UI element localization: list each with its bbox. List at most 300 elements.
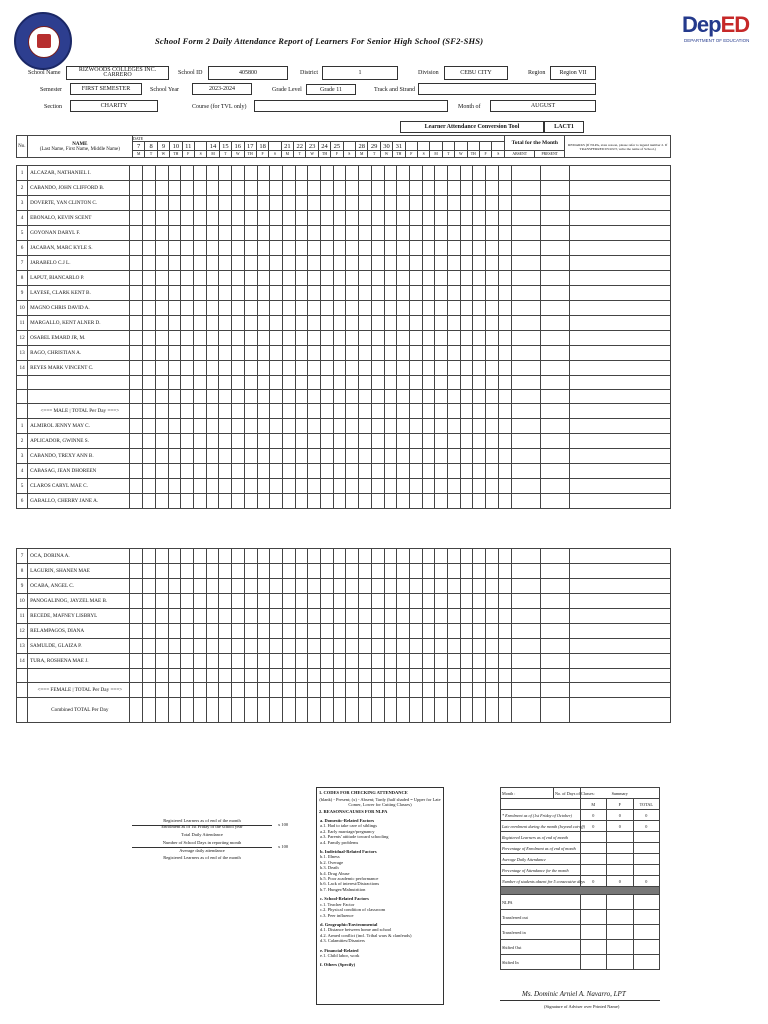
attendance-cell[interactable] bbox=[397, 346, 410, 361]
attendance-cell[interactable] bbox=[486, 361, 499, 376]
attendance-cell[interactable] bbox=[244, 479, 257, 494]
attendance-cell[interactable] bbox=[130, 494, 143, 509]
absent-total-cell[interactable] bbox=[511, 241, 540, 256]
attendance-cell[interactable] bbox=[422, 166, 435, 181]
attendance-cell[interactable] bbox=[219, 449, 232, 464]
attendance-cell[interactable] bbox=[130, 241, 143, 256]
attendance-cell[interactable] bbox=[448, 196, 461, 211]
attendance-cell[interactable] bbox=[143, 494, 156, 509]
attendance-cell[interactable] bbox=[270, 669, 283, 683]
attendance-cell[interactable] bbox=[194, 449, 207, 464]
attendance-cell[interactable] bbox=[448, 654, 461, 669]
attendance-cell[interactable] bbox=[473, 331, 486, 346]
attendance-cell[interactable] bbox=[270, 449, 283, 464]
attendance-cell[interactable] bbox=[219, 361, 232, 376]
attendance-cell[interactable] bbox=[130, 624, 143, 639]
attendance-cell[interactable] bbox=[460, 241, 473, 256]
attendance-cell[interactable] bbox=[308, 166, 321, 181]
attendance-cell[interactable] bbox=[257, 639, 270, 654]
absent-total-cell[interactable] bbox=[511, 683, 540, 698]
attendance-cell[interactable] bbox=[155, 331, 168, 346]
present-total-cell[interactable] bbox=[540, 434, 569, 449]
attendance-cell[interactable] bbox=[219, 331, 232, 346]
attendance-cell[interactable] bbox=[155, 669, 168, 683]
attendance-cell[interactable] bbox=[143, 654, 156, 669]
attendance-cell[interactable] bbox=[295, 479, 308, 494]
attendance-cell[interactable] bbox=[168, 316, 181, 331]
section-field[interactable]: CHARITY bbox=[70, 100, 158, 112]
attendance-cell[interactable] bbox=[486, 376, 499, 390]
attendance-cell[interactable] bbox=[270, 404, 283, 419]
attendance-cell[interactable] bbox=[346, 241, 359, 256]
attendance-cell[interactable] bbox=[321, 654, 334, 669]
attendance-cell[interactable] bbox=[359, 594, 372, 609]
attendance-cell[interactable] bbox=[143, 639, 156, 654]
attendance-cell[interactable] bbox=[333, 286, 346, 301]
attendance-cell[interactable] bbox=[155, 181, 168, 196]
attendance-cell[interactable] bbox=[435, 419, 448, 434]
attendance-cell[interactable] bbox=[244, 549, 257, 564]
attendance-cell[interactable] bbox=[384, 271, 397, 286]
absent-total-cell[interactable] bbox=[511, 624, 540, 639]
attendance-cell[interactable] bbox=[384, 494, 397, 509]
attendance-cell[interactable] bbox=[486, 564, 499, 579]
attendance-cell[interactable] bbox=[409, 494, 422, 509]
attendance-cell[interactable] bbox=[308, 331, 321, 346]
attendance-cell[interactable] bbox=[486, 301, 499, 316]
present-total-cell[interactable] bbox=[540, 286, 569, 301]
attendance-cell[interactable] bbox=[359, 241, 372, 256]
attendance-cell[interactable] bbox=[244, 564, 257, 579]
attendance-cell[interactable] bbox=[155, 376, 168, 390]
attendance-cell[interactable] bbox=[321, 316, 334, 331]
attendance-cell[interactable] bbox=[181, 594, 194, 609]
attendance-cell[interactable] bbox=[448, 449, 461, 464]
attendance-cell[interactable] bbox=[244, 494, 257, 509]
attendance-cell[interactable] bbox=[143, 361, 156, 376]
absent-total-cell[interactable] bbox=[511, 301, 540, 316]
attendance-cell[interactable] bbox=[206, 181, 219, 196]
attendance-cell[interactable] bbox=[270, 494, 283, 509]
attendance-cell[interactable] bbox=[435, 564, 448, 579]
attendance-cell[interactable] bbox=[181, 434, 194, 449]
attendance-cell[interactable] bbox=[384, 683, 397, 698]
attendance-cell[interactable] bbox=[270, 639, 283, 654]
attendance-cell[interactable] bbox=[232, 226, 245, 241]
attendance-cell[interactable] bbox=[257, 286, 270, 301]
attendance-cell[interactable] bbox=[409, 639, 422, 654]
attendance-cell[interactable] bbox=[270, 549, 283, 564]
attendance-cell[interactable] bbox=[422, 376, 435, 390]
attendance-cell[interactable] bbox=[460, 624, 473, 639]
attendance-cell[interactable] bbox=[206, 654, 219, 669]
attendance-cell[interactable] bbox=[181, 494, 194, 509]
attendance-cell[interactable] bbox=[181, 346, 194, 361]
attendance-cell[interactable] bbox=[181, 226, 194, 241]
attendance-cell[interactable] bbox=[257, 683, 270, 698]
attendance-cell[interactable] bbox=[435, 579, 448, 594]
attendance-cell[interactable] bbox=[168, 624, 181, 639]
attendance-cell[interactable] bbox=[155, 639, 168, 654]
attendance-cell[interactable] bbox=[155, 316, 168, 331]
attendance-cell[interactable] bbox=[498, 449, 511, 464]
attendance-cell[interactable] bbox=[384, 564, 397, 579]
attendance-cell[interactable] bbox=[498, 256, 511, 271]
attendance-cell[interactable] bbox=[168, 256, 181, 271]
attendance-cell[interactable] bbox=[155, 404, 168, 419]
attendance-cell[interactable] bbox=[282, 434, 295, 449]
remarks-cell[interactable] bbox=[570, 376, 671, 390]
attendance-cell[interactable] bbox=[143, 331, 156, 346]
attendance-cell[interactable] bbox=[282, 390, 295, 404]
attendance-cell[interactable] bbox=[371, 449, 384, 464]
attendance-cell[interactable] bbox=[194, 624, 207, 639]
attendance-cell[interactable] bbox=[155, 624, 168, 639]
attendance-cell[interactable] bbox=[460, 594, 473, 609]
attendance-cell[interactable] bbox=[498, 698, 511, 723]
attendance-cell[interactable] bbox=[473, 654, 486, 669]
attendance-cell[interactable] bbox=[409, 464, 422, 479]
attendance-cell[interactable] bbox=[333, 346, 346, 361]
attendance-cell[interactable] bbox=[270, 301, 283, 316]
attendance-cell[interactable] bbox=[422, 390, 435, 404]
attendance-cell[interactable] bbox=[435, 181, 448, 196]
attendance-cell[interactable] bbox=[155, 256, 168, 271]
attendance-cell[interactable] bbox=[333, 698, 346, 723]
attendance-cell[interactable] bbox=[473, 346, 486, 361]
attendance-cell[interactable] bbox=[181, 241, 194, 256]
attendance-cell[interactable] bbox=[244, 434, 257, 449]
attendance-cell[interactable] bbox=[181, 564, 194, 579]
attendance-cell[interactable] bbox=[270, 579, 283, 594]
attendance-cell[interactable] bbox=[486, 639, 499, 654]
attendance-cell[interactable] bbox=[181, 449, 194, 464]
attendance-cell[interactable] bbox=[422, 698, 435, 723]
attendance-cell[interactable] bbox=[206, 301, 219, 316]
attendance-cell[interactable] bbox=[143, 669, 156, 683]
attendance-cell[interactable] bbox=[422, 624, 435, 639]
attendance-cell[interactable] bbox=[397, 376, 410, 390]
attendance-cell[interactable] bbox=[473, 669, 486, 683]
attendance-cell[interactable] bbox=[359, 376, 372, 390]
attendance-cell[interactable] bbox=[295, 579, 308, 594]
attendance-cell[interactable] bbox=[346, 609, 359, 624]
attendance-cell[interactable] bbox=[257, 196, 270, 211]
attendance-cell[interactable] bbox=[498, 196, 511, 211]
attendance-cell[interactable] bbox=[384, 181, 397, 196]
attendance-cell[interactable] bbox=[270, 256, 283, 271]
attendance-cell[interactable] bbox=[498, 419, 511, 434]
attendance-cell[interactable] bbox=[359, 698, 372, 723]
attendance-cell[interactable] bbox=[333, 494, 346, 509]
attendance-cell[interactable] bbox=[244, 419, 257, 434]
attendance-cell[interactable] bbox=[143, 196, 156, 211]
attendance-cell[interactable] bbox=[194, 479, 207, 494]
attendance-cell[interactable] bbox=[359, 669, 372, 683]
present-total-cell[interactable] bbox=[540, 494, 569, 509]
attendance-cell[interactable] bbox=[333, 226, 346, 241]
attendance-cell[interactable] bbox=[397, 404, 410, 419]
attendance-cell[interactable] bbox=[168, 698, 181, 723]
attendance-cell[interactable] bbox=[308, 683, 321, 698]
attendance-cell[interactable] bbox=[359, 609, 372, 624]
attendance-cell[interactable] bbox=[448, 211, 461, 226]
attendance-cell[interactable] bbox=[232, 271, 245, 286]
track-field[interactable] bbox=[418, 83, 596, 95]
attendance-cell[interactable] bbox=[232, 361, 245, 376]
attendance-cell[interactable] bbox=[282, 301, 295, 316]
attendance-cell[interactable] bbox=[143, 166, 156, 181]
attendance-cell[interactable] bbox=[257, 256, 270, 271]
attendance-cell[interactable] bbox=[397, 479, 410, 494]
attendance-cell[interactable] bbox=[422, 579, 435, 594]
attendance-cell[interactable] bbox=[282, 226, 295, 241]
attendance-cell[interactable] bbox=[498, 579, 511, 594]
attendance-cell[interactable] bbox=[257, 494, 270, 509]
attendance-cell[interactable] bbox=[181, 166, 194, 181]
attendance-cell[interactable] bbox=[498, 361, 511, 376]
attendance-cell[interactable] bbox=[486, 316, 499, 331]
attendance-cell[interactable] bbox=[321, 579, 334, 594]
remarks-cell[interactable] bbox=[570, 196, 671, 211]
attendance-cell[interactable] bbox=[346, 211, 359, 226]
attendance-cell[interactable] bbox=[282, 331, 295, 346]
present-total-cell[interactable] bbox=[540, 654, 569, 669]
attendance-cell[interactable] bbox=[168, 449, 181, 464]
attendance-cell[interactable] bbox=[219, 549, 232, 564]
attendance-cell[interactable] bbox=[371, 683, 384, 698]
attendance-cell[interactable] bbox=[232, 479, 245, 494]
attendance-cell[interactable] bbox=[498, 271, 511, 286]
attendance-cell[interactable] bbox=[232, 211, 245, 226]
attendance-cell[interactable] bbox=[397, 316, 410, 331]
attendance-cell[interactable] bbox=[282, 376, 295, 390]
attendance-cell[interactable] bbox=[371, 390, 384, 404]
attendance-cell[interactable] bbox=[371, 316, 384, 331]
attendance-cell[interactable] bbox=[130, 271, 143, 286]
attendance-cell[interactable] bbox=[460, 683, 473, 698]
attendance-cell[interactable] bbox=[460, 181, 473, 196]
remarks-cell[interactable] bbox=[570, 639, 671, 654]
attendance-cell[interactable] bbox=[409, 331, 422, 346]
attendance-cell[interactable] bbox=[473, 286, 486, 301]
attendance-cell[interactable] bbox=[498, 404, 511, 419]
attendance-cell[interactable] bbox=[333, 669, 346, 683]
attendance-cell[interactable] bbox=[257, 579, 270, 594]
attendance-cell[interactable] bbox=[257, 669, 270, 683]
attendance-cell[interactable] bbox=[333, 624, 346, 639]
attendance-cell[interactable] bbox=[168, 419, 181, 434]
attendance-cell[interactable] bbox=[409, 669, 422, 683]
absent-total-cell[interactable] bbox=[511, 449, 540, 464]
attendance-cell[interactable] bbox=[384, 316, 397, 331]
attendance-cell[interactable] bbox=[130, 579, 143, 594]
attendance-cell[interactable] bbox=[397, 361, 410, 376]
attendance-cell[interactable] bbox=[219, 196, 232, 211]
attendance-cell[interactable] bbox=[486, 331, 499, 346]
attendance-cell[interactable] bbox=[244, 181, 257, 196]
attendance-cell[interactable] bbox=[219, 241, 232, 256]
attendance-cell[interactable] bbox=[397, 549, 410, 564]
attendance-cell[interactable] bbox=[333, 196, 346, 211]
attendance-cell[interactable] bbox=[448, 331, 461, 346]
attendance-cell[interactable] bbox=[397, 698, 410, 723]
attendance-cell[interactable] bbox=[409, 564, 422, 579]
attendance-cell[interactable] bbox=[460, 669, 473, 683]
attendance-cell[interactable] bbox=[130, 376, 143, 390]
attendance-cell[interactable] bbox=[155, 479, 168, 494]
attendance-cell[interactable] bbox=[232, 609, 245, 624]
attendance-cell[interactable] bbox=[346, 494, 359, 509]
attendance-cell[interactable] bbox=[371, 346, 384, 361]
attendance-cell[interactable] bbox=[460, 479, 473, 494]
grade-level-field[interactable]: Grade 11 bbox=[306, 84, 356, 95]
attendance-cell[interactable] bbox=[498, 609, 511, 624]
attendance-cell[interactable] bbox=[219, 316, 232, 331]
attendance-cell[interactable] bbox=[448, 669, 461, 683]
attendance-cell[interactable] bbox=[321, 390, 334, 404]
attendance-cell[interactable] bbox=[359, 654, 372, 669]
attendance-cell[interactable] bbox=[460, 494, 473, 509]
attendance-cell[interactable] bbox=[333, 211, 346, 226]
present-total-cell[interactable] bbox=[540, 579, 569, 594]
absent-total-cell[interactable] bbox=[511, 181, 540, 196]
attendance-cell[interactable] bbox=[282, 624, 295, 639]
attendance-cell[interactable] bbox=[371, 494, 384, 509]
remarks-cell[interactable] bbox=[570, 226, 671, 241]
attendance-cell[interactable] bbox=[498, 211, 511, 226]
attendance-cell[interactable] bbox=[409, 301, 422, 316]
attendance-cell[interactable] bbox=[486, 549, 499, 564]
attendance-cell[interactable] bbox=[181, 683, 194, 698]
attendance-cell[interactable] bbox=[346, 594, 359, 609]
attendance-cell[interactable] bbox=[384, 464, 397, 479]
present-total-cell[interactable] bbox=[540, 479, 569, 494]
attendance-cell[interactable] bbox=[359, 579, 372, 594]
attendance-cell[interactable] bbox=[498, 624, 511, 639]
attendance-cell[interactable] bbox=[232, 256, 245, 271]
attendance-cell[interactable] bbox=[181, 654, 194, 669]
attendance-cell[interactable] bbox=[409, 181, 422, 196]
attendance-cell[interactable] bbox=[397, 669, 410, 683]
attendance-cell[interactable] bbox=[460, 301, 473, 316]
attendance-cell[interactable] bbox=[219, 390, 232, 404]
present-total-cell[interactable] bbox=[540, 419, 569, 434]
attendance-cell[interactable] bbox=[155, 449, 168, 464]
attendance-cell[interactable] bbox=[308, 286, 321, 301]
attendance-cell[interactable] bbox=[232, 698, 245, 723]
attendance-cell[interactable] bbox=[168, 639, 181, 654]
attendance-cell[interactable] bbox=[244, 624, 257, 639]
attendance-cell[interactable] bbox=[346, 346, 359, 361]
attendance-cell[interactable] bbox=[321, 434, 334, 449]
attendance-cell[interactable] bbox=[270, 683, 283, 698]
attendance-cell[interactable] bbox=[143, 698, 156, 723]
attendance-cell[interactable] bbox=[232, 579, 245, 594]
attendance-cell[interactable] bbox=[295, 271, 308, 286]
attendance-cell[interactable] bbox=[168, 579, 181, 594]
attendance-cell[interactable] bbox=[435, 434, 448, 449]
attendance-cell[interactable] bbox=[206, 564, 219, 579]
attendance-cell[interactable] bbox=[308, 419, 321, 434]
attendance-cell[interactable] bbox=[473, 464, 486, 479]
attendance-cell[interactable] bbox=[333, 434, 346, 449]
attendance-cell[interactable] bbox=[282, 286, 295, 301]
attendance-cell[interactable] bbox=[206, 211, 219, 226]
attendance-cell[interactable] bbox=[168, 479, 181, 494]
present-total-cell[interactable] bbox=[540, 639, 569, 654]
attendance-cell[interactable] bbox=[232, 639, 245, 654]
attendance-cell[interactable] bbox=[181, 390, 194, 404]
attendance-cell[interactable] bbox=[448, 256, 461, 271]
attendance-cell[interactable] bbox=[244, 316, 257, 331]
attendance-cell[interactable] bbox=[194, 196, 207, 211]
attendance-cell[interactable] bbox=[333, 361, 346, 376]
attendance-cell[interactable] bbox=[130, 166, 143, 181]
attendance-cell[interactable] bbox=[155, 654, 168, 669]
attendance-cell[interactable] bbox=[206, 331, 219, 346]
attendance-cell[interactable] bbox=[460, 361, 473, 376]
present-total-cell[interactable] bbox=[540, 594, 569, 609]
attendance-cell[interactable] bbox=[460, 166, 473, 181]
attendance-cell[interactable] bbox=[257, 211, 270, 226]
attendance-cell[interactable] bbox=[397, 196, 410, 211]
attendance-cell[interactable] bbox=[384, 226, 397, 241]
remarks-cell[interactable] bbox=[570, 669, 671, 683]
attendance-cell[interactable] bbox=[257, 271, 270, 286]
attendance-cell[interactable] bbox=[486, 579, 499, 594]
attendance-cell[interactable] bbox=[473, 166, 486, 181]
attendance-cell[interactable] bbox=[346, 196, 359, 211]
attendance-cell[interactable] bbox=[244, 166, 257, 181]
attendance-cell[interactable] bbox=[295, 639, 308, 654]
attendance-cell[interactable] bbox=[282, 404, 295, 419]
attendance-cell[interactable] bbox=[282, 494, 295, 509]
attendance-cell[interactable] bbox=[308, 549, 321, 564]
attendance-cell[interactable] bbox=[295, 361, 308, 376]
remarks-cell[interactable] bbox=[570, 594, 671, 609]
attendance-cell[interactable] bbox=[143, 181, 156, 196]
attendance-cell[interactable] bbox=[130, 449, 143, 464]
attendance-cell[interactable] bbox=[244, 639, 257, 654]
attendance-cell[interactable] bbox=[168, 564, 181, 579]
attendance-cell[interactable] bbox=[435, 609, 448, 624]
attendance-cell[interactable] bbox=[168, 609, 181, 624]
attendance-cell[interactable] bbox=[232, 654, 245, 669]
attendance-cell[interactable] bbox=[409, 579, 422, 594]
attendance-cell[interactable] bbox=[486, 271, 499, 286]
remarks-cell[interactable] bbox=[570, 683, 671, 698]
attendance-cell[interactable] bbox=[384, 579, 397, 594]
attendance-cell[interactable] bbox=[321, 479, 334, 494]
attendance-cell[interactable] bbox=[308, 434, 321, 449]
attendance-cell[interactable] bbox=[155, 594, 168, 609]
attendance-cell[interactable] bbox=[333, 256, 346, 271]
attendance-cell[interactable] bbox=[486, 286, 499, 301]
attendance-cell[interactable] bbox=[168, 434, 181, 449]
attendance-cell[interactable] bbox=[181, 256, 194, 271]
attendance-cell[interactable] bbox=[473, 564, 486, 579]
attendance-cell[interactable] bbox=[359, 301, 372, 316]
attendance-cell[interactable] bbox=[460, 654, 473, 669]
attendance-cell[interactable] bbox=[486, 669, 499, 683]
attendance-cell[interactable] bbox=[486, 226, 499, 241]
attendance-cell[interactable] bbox=[384, 211, 397, 226]
attendance-cell[interactable] bbox=[422, 654, 435, 669]
attendance-cell[interactable] bbox=[206, 419, 219, 434]
attendance-cell[interactable] bbox=[498, 594, 511, 609]
attendance-cell[interactable] bbox=[168, 404, 181, 419]
